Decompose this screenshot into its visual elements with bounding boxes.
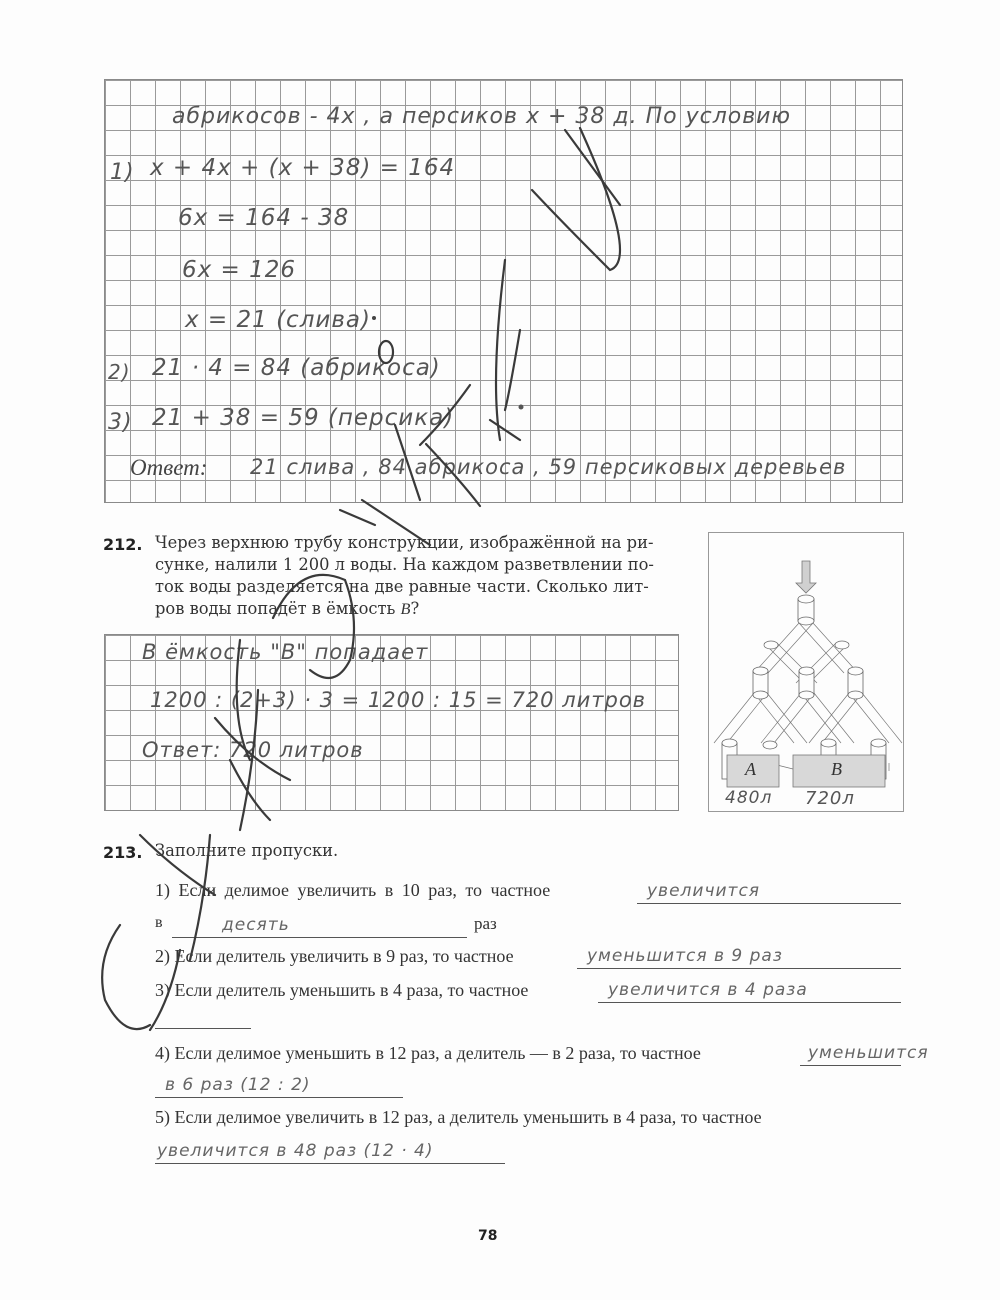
task-213-title: Заполните пропуски. xyxy=(155,841,339,860)
blank-item-4a[interactable] xyxy=(800,1043,929,1066)
step-number-3: 3) xyxy=(108,410,133,435)
task-number-213: 213. xyxy=(103,843,143,862)
question-mark: ? xyxy=(410,599,420,618)
task-213-item-2: 2) Если делитель увеличить в 9 раз, то частное xyxy=(155,946,514,966)
task-213-item-1: 1) Если делимое увеличить в 10 раз, то частное xyxy=(155,880,551,900)
answer-item-1b: десять xyxy=(222,915,290,935)
container-a-value: 480л xyxy=(725,788,773,808)
answer-item-5: увеличится в 48 раз (12 · 4) xyxy=(157,1141,434,1161)
task-213-item-5: 5) Если делимое увеличить в 12 раз, а делитель уменьшить в 4 раза, то частное xyxy=(155,1107,762,1127)
equation-step-1c: 6x = 126 xyxy=(182,257,297,283)
pipe-diagram xyxy=(708,532,904,812)
task-212-line-1: Через верхнюю трубу конструкции, изображённой на ри- xyxy=(155,533,654,552)
task-212-line-2: сунке, налили 1 200 л воды. На каждом разветвлении по- xyxy=(155,555,654,574)
container-b-label: B xyxy=(831,759,842,779)
answer-text-211: 21 слива , 84 абрикоса , 59 персиковых деревьев xyxy=(250,455,847,479)
blank-item-4b[interactable] xyxy=(155,1075,403,1098)
task-number-212: 212. xyxy=(103,535,143,554)
answer-label-211: Ответ: xyxy=(130,455,208,480)
task-212-text xyxy=(155,532,695,620)
task-213-item-4: 4) Если делимое уменьшить в 12 раз, а делитель — в 2 раза, то частное xyxy=(155,1043,701,1063)
equation-step-1b: 6x = 164 - 38 xyxy=(178,205,350,231)
solution-212-line-1: В ёмкость "В" попадает xyxy=(142,640,429,664)
solution-212-line-2: 1200 : (2+3) · 3 = 1200 : 15 = 720 литров xyxy=(150,688,647,712)
equation-step-1: x + 4x + (x + 38) = 164 xyxy=(150,155,456,181)
equation-step-2: 21 · 4 = 84 (абрикоса) xyxy=(152,355,441,381)
blank-item-2[interactable] xyxy=(577,946,901,969)
blank-item-3-continuation[interactable] xyxy=(155,1006,251,1029)
solution-grid-211 xyxy=(104,79,903,503)
variable-b: B xyxy=(400,599,411,618)
equation-step-3: 21 + 38 = 59 (персика) xyxy=(152,405,455,431)
answer-item-3: увеличится в 4 раза xyxy=(608,980,808,1000)
step-number-1: 1) xyxy=(110,160,135,185)
answer-item-4b: в 6 раз (12 : 2) xyxy=(165,1075,311,1095)
equation-step-1d: x = 21 (слива) xyxy=(185,307,371,333)
answer-item-2: уменьшится в 9 раз xyxy=(587,946,783,966)
task-212-line-3: ток воды разделяется на две равные части. Сколько лит- xyxy=(155,577,649,596)
task-212-line-4-text: ров воды попадёт в ёмкость xyxy=(155,599,401,618)
solution-212-answer: Ответ: 720 литров xyxy=(142,738,364,762)
answer-item-4a: уменьшится xyxy=(808,1043,929,1063)
pipe-network-illustration xyxy=(709,533,905,813)
blank-item-5[interactable] xyxy=(155,1141,505,1164)
task-213-item-1-second-prefix: в xyxy=(155,914,163,931)
answer-item-1a: увеличится xyxy=(647,881,761,901)
task-213-item-1-suffix: раз xyxy=(474,914,497,933)
handwritten-intro-line: абрикосов - 4x , а персиков x + 38 д. По условию xyxy=(172,104,792,129)
task-212-line-4 xyxy=(155,598,695,620)
container-a-label: A xyxy=(745,759,756,779)
down-arrow-icon xyxy=(796,561,816,593)
blank-item-1b[interactable] xyxy=(172,915,467,938)
blank-item-3[interactable] xyxy=(598,980,901,1003)
task-213-item-3: 3) Если делитель уменьшить в 4 раза, то частное xyxy=(155,980,529,1000)
blank-item-1a[interactable] xyxy=(637,881,901,904)
step-number-2: 2) xyxy=(108,360,131,384)
container-b-value: 720л xyxy=(805,788,855,809)
page-number: 78 xyxy=(478,1228,498,1244)
